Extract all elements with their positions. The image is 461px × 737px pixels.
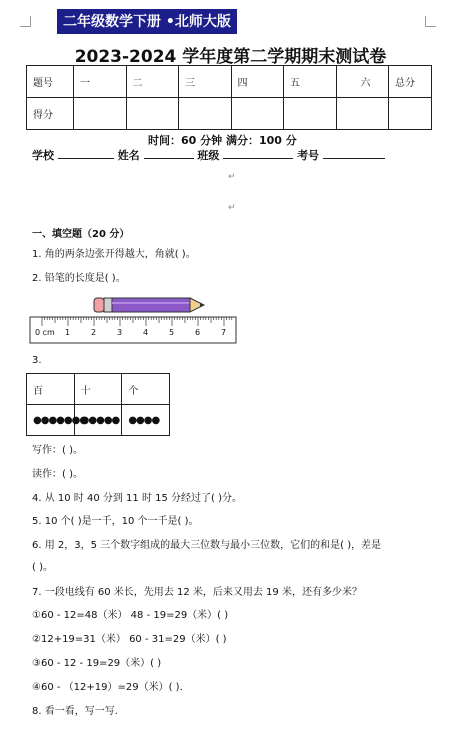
- score-table-score-row: [27, 98, 432, 130]
- paragraph-mark: ↵: [228, 172, 236, 182]
- ones-dots: ●●●●: [122, 405, 170, 436]
- q7-option-2: ②12+19=31（米） 60 - 31=29（米）( ): [32, 634, 227, 645]
- ruler-label: 7: [221, 328, 227, 337]
- question-6-line2: ( )。: [32, 562, 53, 573]
- question-6-line1: 6. 用 2，3，5 三个数字组成的最大三位数与最小三位数，它们的和是( )，差是: [32, 540, 382, 551]
- question-5: 5. 10 个( )是一千，10 个一千是( )。: [32, 516, 199, 527]
- place-header-ones: 个: [122, 374, 170, 405]
- question-4: 4. 从 10 时 40 分到 11 时 15 分经过了( )分。: [32, 493, 243, 504]
- score-input-cell[interactable]: [231, 98, 284, 130]
- tens-dots: ●●●●●: [74, 405, 122, 436]
- score-input-cell[interactable]: [336, 98, 389, 130]
- question-3: 3.: [32, 355, 42, 366]
- score-header-cell: 总分: [389, 66, 432, 98]
- score-input-cell[interactable]: [74, 98, 127, 130]
- exam-no-blank[interactable]: [323, 148, 385, 159]
- name-label: 姓名: [117, 149, 140, 162]
- hundreds-dots: ●●●●●●●: [27, 405, 75, 436]
- score-header-cell: 五: [284, 66, 337, 98]
- name-blank[interactable]: [144, 148, 194, 159]
- corner-mark-top-left: [20, 16, 31, 27]
- place-value-header-row: [27, 374, 170, 405]
- score-header-cell: 六: [336, 66, 389, 98]
- pencil-icon: [94, 298, 204, 312]
- ruler-label: 2: [91, 328, 97, 337]
- question-7: 7. 一段电线有 60 米长，先用去 12 米，后来又用去 19 米，还有多少米？: [32, 587, 362, 598]
- ruler-icon: [30, 317, 236, 343]
- ruler-label: 6: [195, 328, 201, 337]
- ruler-label: 4: [143, 328, 149, 337]
- ruler-label: 5: [169, 328, 175, 337]
- score-header-cell: 题号: [27, 66, 74, 98]
- question-8: 8. 看一看，写一写.: [32, 706, 118, 717]
- place-header-tens: 十: [74, 374, 122, 405]
- student-info-line: [32, 147, 385, 163]
- school-blank[interactable]: [58, 148, 114, 159]
- question-1: 1. 角的两条边张开得越大，角就( )。: [32, 249, 196, 260]
- score-input-cell[interactable]: [284, 98, 337, 130]
- exam-title: 2023-2024 学年度第二学期期末测试卷: [74, 47, 387, 67]
- pencil-ruler-figure: [28, 290, 240, 346]
- exam-no-label: 考号: [297, 149, 320, 162]
- score-input-cell[interactable]: [179, 98, 232, 130]
- ruler-label: 3: [117, 328, 123, 337]
- exam-time-info: 时间：60 分钟 满分：100 分: [148, 134, 297, 147]
- write-as-line: 写作：( )。: [32, 445, 83, 456]
- score-header-cell: 一: [74, 66, 127, 98]
- place-value-table: [26, 373, 170, 436]
- place-value-dots-row: [27, 405, 170, 436]
- score-table-header-row: [27, 66, 432, 98]
- score-input-cell[interactable]: [126, 98, 179, 130]
- place-header-hundreds: 百: [27, 374, 75, 405]
- grade-banner: 二年级数学下册 •北师大版: [57, 9, 237, 34]
- score-table: [26, 65, 432, 130]
- score-input-cell[interactable]: [389, 98, 432, 130]
- score-header-cell: 三: [179, 66, 232, 98]
- read-as-line: 读作：( )。: [32, 469, 83, 480]
- ruler-label: 1: [65, 328, 71, 337]
- q7-option-4: ④60 - （12+19）=29（米）( ).: [32, 682, 183, 693]
- score-label-cell: 得分: [27, 98, 74, 130]
- school-label: 学校: [32, 149, 54, 162]
- ruler-label: 0 cm: [35, 328, 55, 337]
- corner-mark-top-right: [425, 16, 436, 27]
- class-blank[interactable]: [223, 148, 293, 159]
- score-header-cell: 四: [231, 66, 284, 98]
- class-label: 班级: [197, 149, 220, 162]
- paragraph-mark: ↵: [228, 203, 236, 213]
- q7-option-3: ③60 - 12 - 19=29（米）( ): [32, 658, 162, 669]
- score-header-cell: 二: [126, 66, 179, 98]
- question-2: 2. 铅笔的长度是( )。: [32, 273, 126, 284]
- section1-heading: 一、填空题（20 分）: [32, 229, 130, 240]
- q7-option-1: ①60 - 12=48（米） 48 - 19=29（米）( ): [32, 610, 229, 621]
